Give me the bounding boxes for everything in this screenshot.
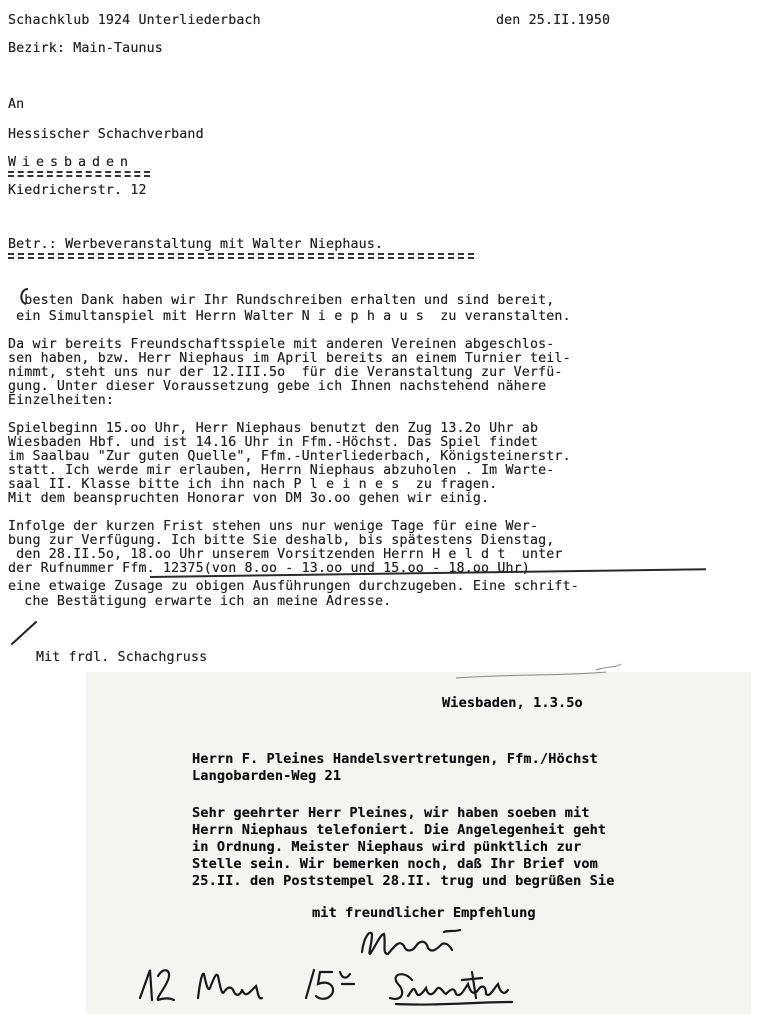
text-line: nimmt, steht uns nur der 12.III.5o für die Veranstaltung zur Verfü- [8, 365, 563, 380]
subject-underline [8, 253, 474, 259]
city-underline [8, 171, 150, 177]
text-line: che Bestätigung erwarte ich an meine Adresse. [8, 594, 392, 609]
recipient-street: Kiedricherstr. 12 [8, 183, 147, 198]
text-line: Mit dem beanspruchten Honorar von DM 3o.oo gehen wir einig. [8, 491, 490, 506]
reply-slip [86, 672, 751, 1014]
text-line: der Rufnummer Ffm. 12375(von 8.oo - 13.oo und 15.oo - 18.oo Uhr) [8, 561, 530, 576]
recipient-to: An [8, 97, 25, 112]
reply-body-line: Herrn Niephaus telefoniert. Die Angelegenheit geht [192, 822, 607, 838]
letter-date: den 25.II.1950 [496, 13, 611, 28]
reply-body-line: Sehr geehrter Herr Pleines, wir haben soeben mit [192, 805, 590, 821]
reply-place-date: Wiesbaden, 1.3.5o [442, 695, 583, 711]
reply-addressee-line: Langobarden-Weg 21 [192, 768, 342, 784]
text-line: eine etwaige Zusage zu obigen Ausführungen durchzugeben. Eine schrift- [8, 579, 579, 594]
hole-punch-mark [16, 286, 36, 308]
text-line: gung. Unter dieser Voraussetzung gebe ich Ihnen nachstehend nähere [8, 379, 547, 394]
reply-addressee-line: Herrn F. Pleines Handelsvertretungen, Ffm./Höchst [192, 751, 598, 767]
text-line: im Saalbau "Zur guten Quelle", Ffm.-Unterliederbach, Königsteinerstr. [8, 449, 571, 464]
subject-line: Betr.: Werbeveranstaltung mit Walter Niephaus. [8, 237, 384, 252]
pencil-stroke-mark [10, 618, 40, 648]
text-line: ein Simultanspiel mit Herrn Walter N i e p h a u s zu veranstalten. [8, 309, 571, 324]
handwritten-note [136, 962, 636, 1012]
text-line: besten Dank haben wir Ihr Rundschreiben erhalten und sind bereit, [8, 293, 555, 308]
faint-stroke-mark [446, 664, 666, 684]
text-line: Da wir bereits Freundschaftsspiele mit anderen Vereinen abgeschlos- [8, 337, 555, 352]
text-line: statt. Ich werde mir erlauben, Herrn Niephaus abzuholen . Im Warte- [8, 463, 555, 478]
text-line: Infolge der kurzen Frist stehen uns nur wenige Tage für eine Wer- [8, 519, 539, 534]
sender-name: Schachklub 1924 Unterliederbach [8, 13, 261, 28]
handwritten-signature [356, 924, 466, 964]
text-line: Spielbeginn 15.oo Uhr, Herr Niephaus benutzt den Zug 13.2o Uhr ab [8, 421, 539, 436]
text-line: sen haben, bzw. Herr Niephaus im April bereits an einem Turnier teil- [8, 351, 571, 366]
text-line: Einzelheiten: [8, 393, 115, 408]
reply-closing: mit freundlicher Empfehlung [312, 905, 536, 921]
recipient-name: Hessischer Schachverband [8, 127, 204, 142]
district: Bezirk: Main-Taunus [8, 41, 163, 56]
text-line: bung zur Verfügung. Ich bitte Sie deshalb, bis spätestens Dienstag, [8, 533, 555, 548]
text-line: saal II. Klasse bitte ich ihn nach P l e i n e s zu fragen. [8, 477, 498, 492]
recipient-city: Wiesbaden [8, 155, 135, 170]
reply-body-line: 25.II. den Poststempel 28.II. trug und begrüßen Sie [192, 873, 615, 889]
letter-closing: Mit frdl. Schachgruss [36, 650, 208, 665]
reply-body-line: Stelle sein. Wir bemerken noch, daß Ihr Brief vom [192, 856, 598, 872]
reply-body-line: in Ordnung. Meister Niephaus wird pünktlich zur [192, 839, 582, 855]
text-line: den 28.II.5o, 18.oo Uhr unserem Vorsitzenden Herrn H e l d t unter [8, 547, 563, 562]
text-line: Wiesbaden Hbf. und ist 14.16 Uhr in Ffm.-Höchst. Das Spiel findet [8, 435, 539, 450]
